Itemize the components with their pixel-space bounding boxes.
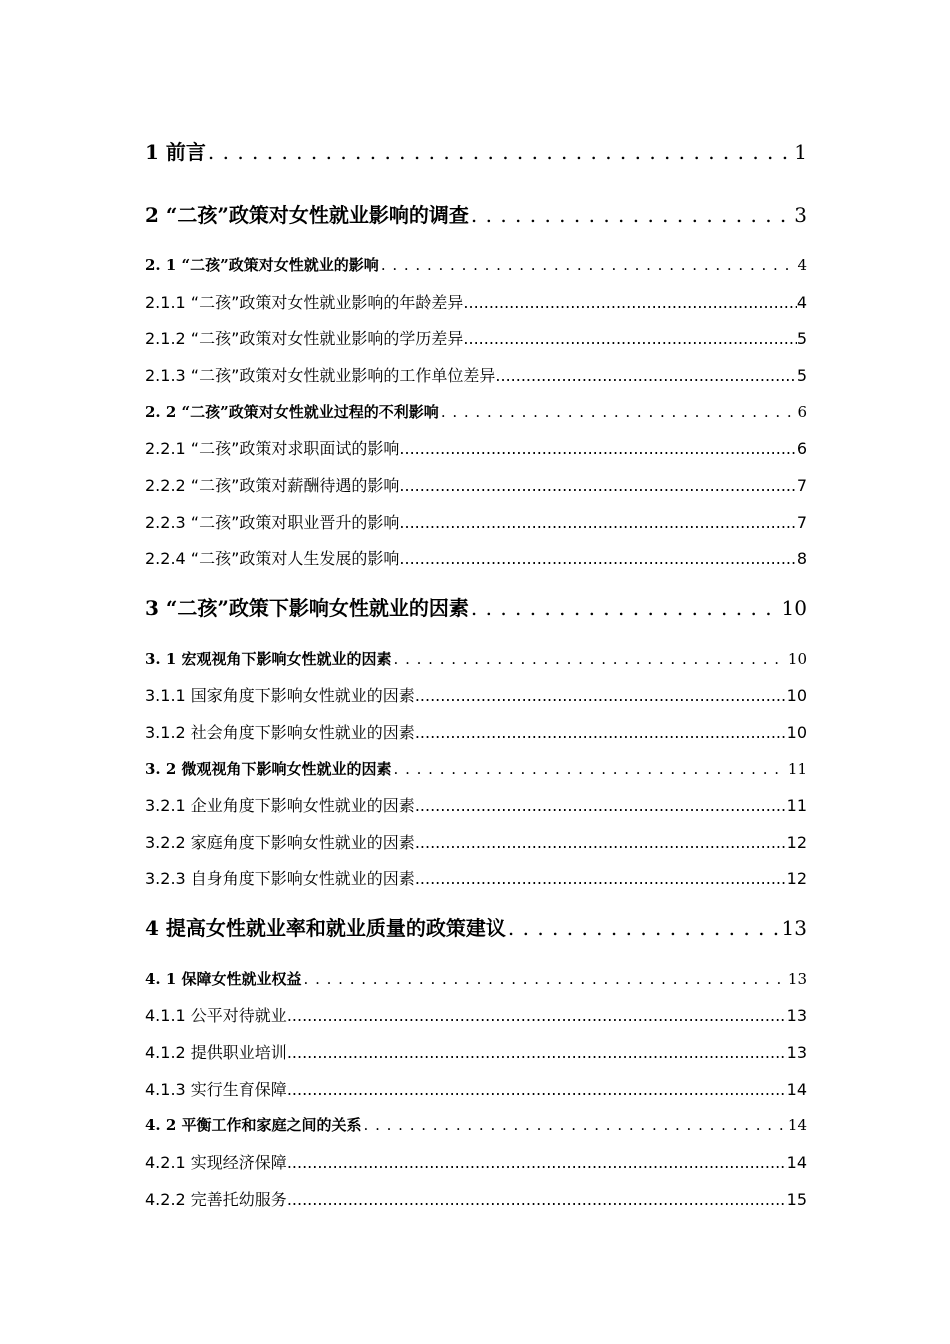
toc-entry-title: 3.2.3 自身角度下影响女性就业的因素 (145, 869, 415, 888)
toc-page-number: 10 (786, 723, 807, 742)
toc-page-number: 13 (787, 970, 807, 988)
toc-entry-3-1-2[interactable] (145, 720, 807, 744)
toc-page-number: 13 (781, 916, 807, 940)
dot-leader (399, 549, 796, 568)
toc-entry-title: 4.2.2 完善托幼服务 (145, 1190, 287, 1209)
toc-entry-3-1[interactable] (145, 648, 807, 672)
toc-entry-title: 4.1.1 公平对待就业 (145, 1006, 287, 1025)
toc-page-number: 3 (794, 203, 807, 227)
toc-page-number: 10 (786, 686, 807, 705)
dot-leader (287, 1006, 787, 1025)
toc-entry-title: 4 提高女性就业率和就业质量的政策建议 (145, 916, 506, 940)
toc-page-number: 7 (796, 476, 807, 495)
dot-leader (304, 970, 786, 988)
toc-entry-4[interactable] (145, 912, 807, 942)
toc-entry-title: 3. 2 微观视角下影响女性就业的因素 (145, 760, 392, 778)
toc-entry-4-2-2[interactable] (145, 1187, 807, 1211)
toc-entry-1[interactable] (145, 136, 807, 166)
toc-entry-3-2-3[interactable] (145, 866, 807, 890)
dot-leader (364, 1116, 786, 1134)
dot-leader (471, 203, 792, 227)
dot-leader (399, 439, 796, 458)
dot-leader (399, 513, 796, 532)
dot-leader (394, 760, 786, 778)
toc-page-number: 11 (787, 760, 807, 778)
toc-page-number: 5 (796, 329, 807, 348)
toc-entry-title: 4.2.1 实现经济保障 (145, 1153, 287, 1172)
toc-page-number: 14 (786, 1153, 807, 1172)
toc-page-number: 6 (797, 403, 807, 421)
toc-entry-title: 1 前言 (145, 140, 206, 164)
toc-entry-title: 2.1.2 “二孩”政策对女性就业影响的学历差异 (145, 329, 464, 348)
dot-leader (381, 256, 796, 274)
toc-entry-title: 4.1.3 实行生育保障 (145, 1080, 287, 1099)
dot-leader (287, 1043, 787, 1062)
toc-entry-title: 3.1.1 国家角度下影响女性就业的因素 (145, 686, 415, 705)
toc-entry-title: 3.1.2 社会角度下影响女性就业的因素 (145, 723, 415, 742)
dot-leader (463, 329, 796, 348)
toc-entry-title: 2.1.3 “二孩”政策对女性就业影响的工作单位差异 (145, 366, 496, 385)
toc-entry-2-2-1[interactable] (145, 436, 807, 460)
toc-page-number: 13 (786, 1043, 807, 1062)
toc-entry-2[interactable] (145, 199, 807, 229)
toc-page-number: 10 (787, 650, 807, 668)
dot-leader (394, 650, 786, 668)
toc-entry-title: 4. 2 平衡工作和家庭之间的关系 (145, 1116, 362, 1134)
dot-leader (415, 869, 787, 888)
toc-page-number: 6 (796, 439, 807, 458)
toc-page-number: 8 (796, 549, 807, 568)
toc-entry-2-1[interactable] (145, 254, 807, 278)
toc-entry-2-2-4[interactable] (145, 546, 807, 570)
toc-entry-2-1-2[interactable] (145, 326, 807, 350)
toc-page-number: 14 (787, 1116, 807, 1134)
toc-entry-title: 3 “二孩”政策下影响女性就业的因素 (145, 596, 469, 620)
toc-entry-4-1[interactable] (145, 968, 807, 992)
toc-entry-title: 2 “二孩”政策对女性就业影响的调查 (145, 203, 469, 227)
dot-leader (399, 476, 796, 495)
toc-entry-3-1-1[interactable] (145, 683, 807, 707)
dot-leader (463, 293, 796, 312)
dot-leader (508, 916, 780, 940)
toc-entry-3-2-2[interactable] (145, 830, 807, 854)
toc-entry-2-1-3[interactable] (145, 363, 807, 387)
toc-entry-title: 4. 1 保障女性就业权益 (145, 970, 302, 988)
toc-entry-4-2[interactable] (145, 1114, 807, 1138)
dot-leader (415, 686, 787, 705)
dot-leader (415, 723, 787, 742)
toc-page-number: 15 (786, 1190, 807, 1209)
dot-leader (287, 1190, 787, 1209)
toc-page-number: 11 (786, 796, 807, 815)
toc-page-number: 10 (781, 596, 807, 620)
toc-page-number: 12 (786, 833, 807, 852)
dot-leader (287, 1080, 787, 1099)
toc-entry-4-1-2[interactable] (145, 1040, 807, 1064)
dot-leader (287, 1153, 787, 1172)
toc-entry-title: 2.2.4 “二孩”政策对人生发展的影响 (145, 549, 400, 568)
toc-entry-title: 3.2.1 企业角度下影响女性就业的因素 (145, 796, 415, 815)
toc-entry-title: 2.1.1 “二孩”政策对女性就业影响的年龄差异 (145, 293, 464, 312)
toc-entry-title: 2.2.2 “二孩”政策对薪酬待遇的影响 (145, 476, 400, 495)
toc-entry-title: 3. 1 宏观视角下影响女性就业的因素 (145, 650, 392, 668)
toc-entry-2-2-3[interactable] (145, 510, 807, 534)
toc-entry-title: 2.2.1 “二孩”政策对求职面试的影响 (145, 439, 400, 458)
toc-entry-3-2[interactable] (145, 758, 807, 782)
toc-entry-2-2[interactable] (145, 401, 807, 425)
toc-page-number: 12 (786, 869, 807, 888)
toc-entry-2-2-2[interactable] (145, 473, 807, 497)
dot-leader (471, 596, 780, 620)
toc-page-number: 13 (786, 1006, 807, 1025)
dot-leader (208, 140, 792, 164)
toc-entry-title: 2. 1 “二孩”政策对女性就业的影响 (145, 256, 379, 274)
dot-leader (415, 796, 787, 815)
toc-entry-2-1-1[interactable] (145, 290, 807, 314)
toc-entry-4-1-1[interactable] (145, 1003, 807, 1027)
toc-page-number: 4 (796, 293, 807, 312)
toc-entry-title: 3.2.2 家庭角度下影响女性就业的因素 (145, 833, 415, 852)
toc-entry-4-2-1[interactable] (145, 1150, 807, 1174)
toc-entry-3[interactable] (145, 592, 807, 622)
toc-entry-title: 4.1.2 提供职业培训 (145, 1043, 287, 1062)
dot-leader (415, 833, 787, 852)
toc-page-number: 5 (796, 366, 807, 385)
toc-entry-3-2-1[interactable] (145, 793, 807, 817)
toc-page-number: 7 (796, 513, 807, 532)
toc-page-number: 14 (786, 1080, 807, 1099)
toc-page-number: 1 (794, 140, 807, 164)
toc-entry-title: 2. 2 “二孩”政策对女性就业过程的不利影响 (145, 403, 439, 421)
dot-leader (495, 366, 796, 385)
toc-entry-4-1-3[interactable] (145, 1077, 807, 1101)
toc-entry-title: 2.2.3 “二孩”政策对职业晋升的影响 (145, 513, 400, 532)
toc-page-number: 4 (797, 256, 807, 274)
dot-leader (441, 403, 796, 421)
